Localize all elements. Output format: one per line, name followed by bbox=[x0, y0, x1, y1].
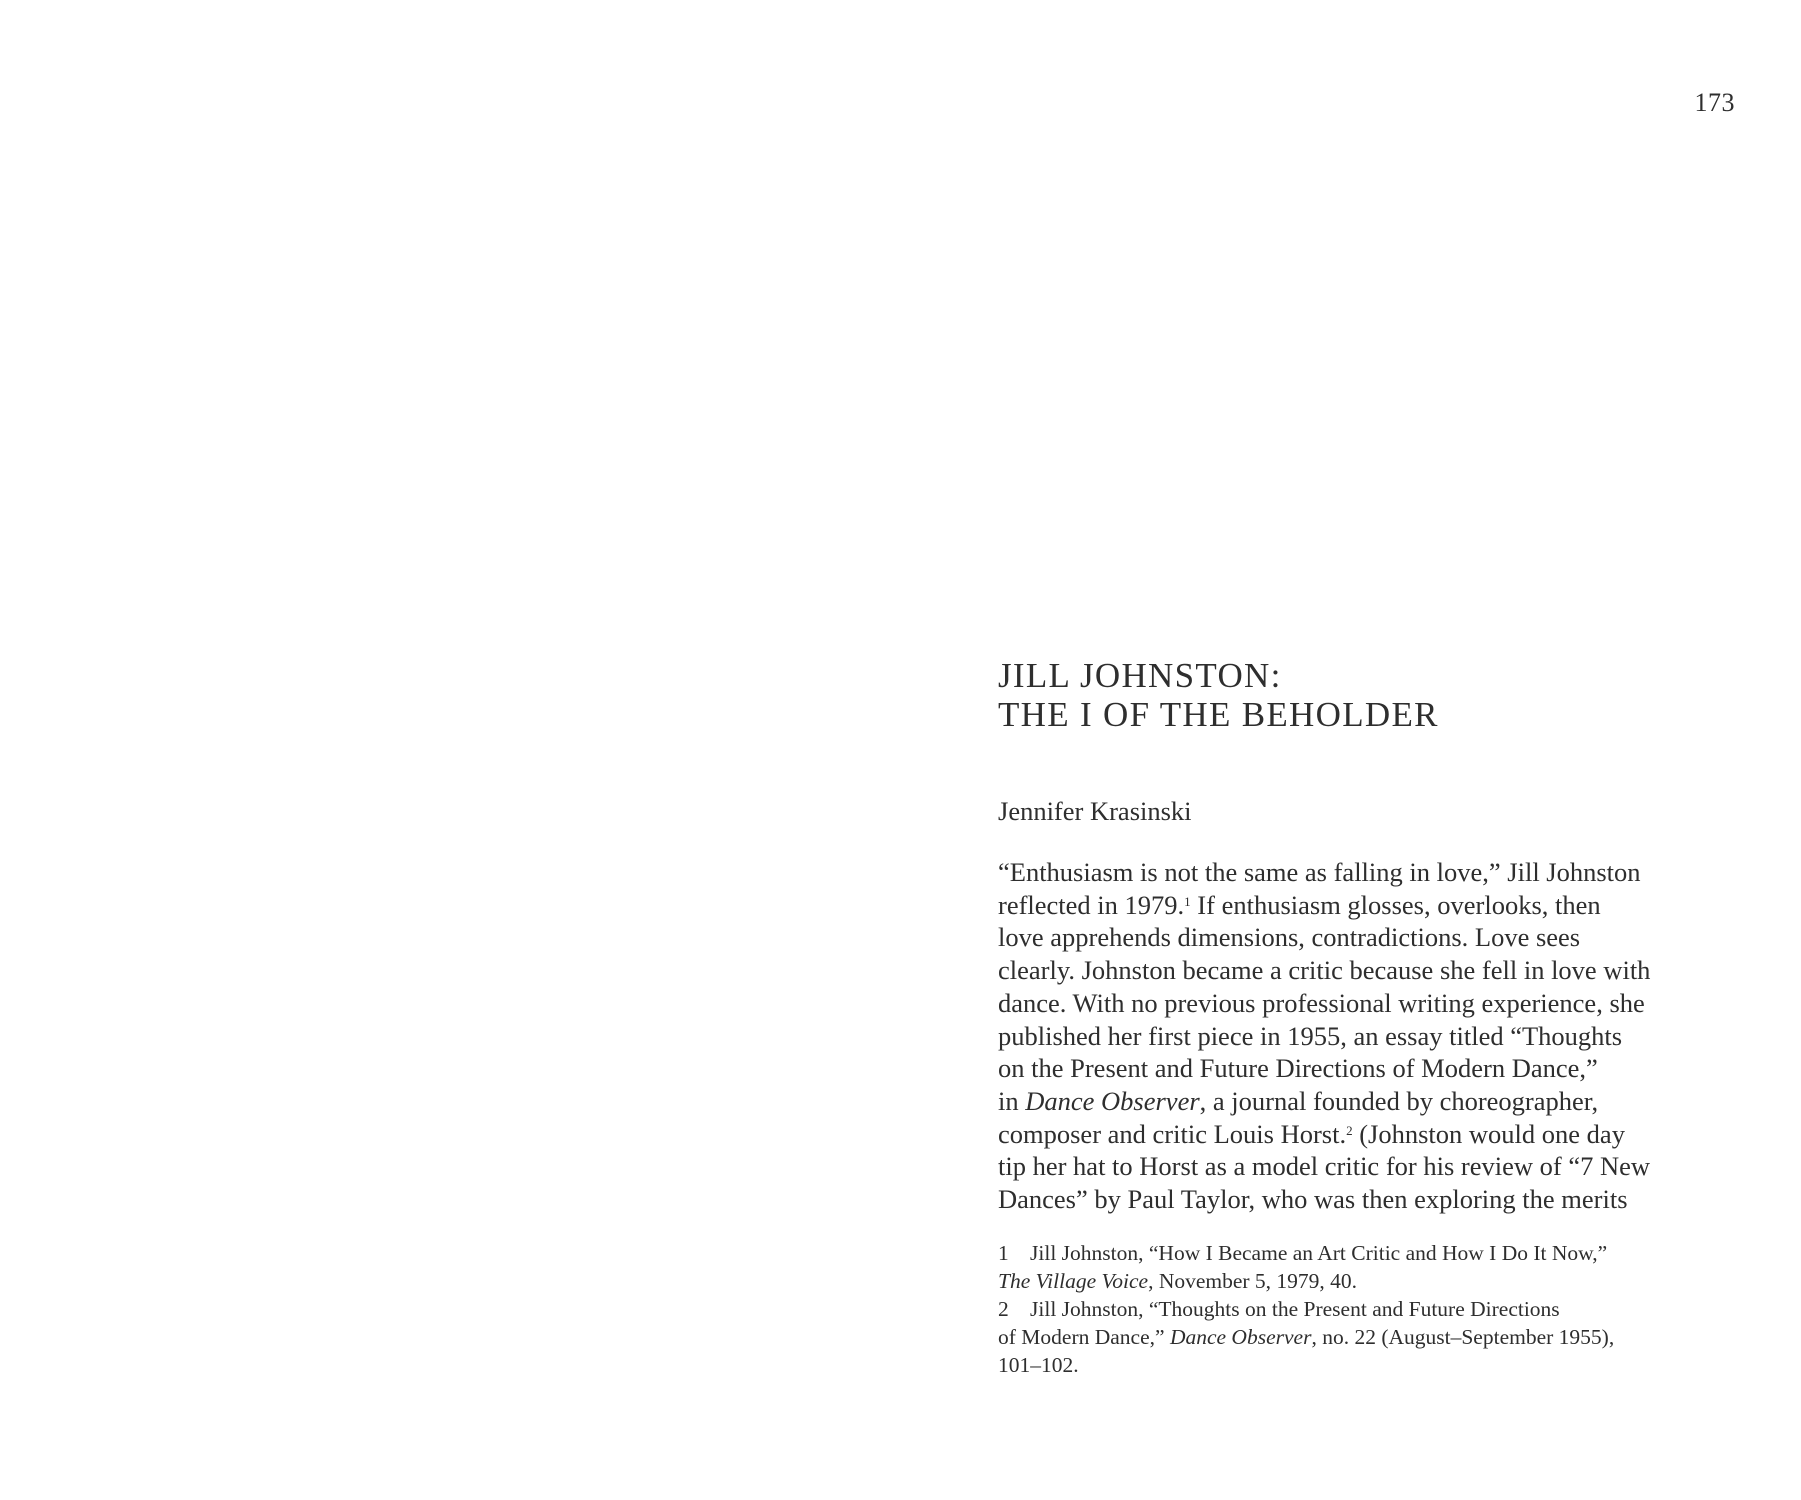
body-line: Dances” by Paul Taylor, who was then exploring the merits bbox=[998, 1184, 1628, 1215]
footnote-2-cont: 101–102. bbox=[998, 1352, 1079, 1377]
footnote-2-cont bbox=[998, 1323, 1738, 1351]
footnote-ref-1[interactable]: 1 bbox=[1184, 893, 1191, 909]
footnote-text: Jill Johnston, “How I Became an Art Critic and How I Do It Now,” bbox=[1030, 1240, 1608, 1265]
article-title bbox=[998, 656, 1738, 734]
body-text-segment: If enthusiasm glosses, overlooks, then bbox=[1190, 889, 1601, 920]
body-line: dance. With no previous professional writing experience, she bbox=[998, 987, 1645, 1018]
publication-title: Dance Observer bbox=[1025, 1085, 1200, 1116]
footnote-text: , no. 22 (August–September 1955), bbox=[1311, 1324, 1615, 1349]
body-text-segment: in bbox=[998, 1085, 1026, 1116]
footnote-1 bbox=[998, 1239, 1738, 1267]
footnote-1-cont bbox=[998, 1267, 1738, 1295]
footnote-number: 2 bbox=[998, 1296, 1009, 1321]
body-text-segment: (Johnston would one day bbox=[1352, 1118, 1625, 1149]
footnote-text: , November 5, 1979, 40. bbox=[1148, 1268, 1358, 1293]
body-line: published her first piece in 1955, an essay titled “Thoughts bbox=[998, 1020, 1623, 1051]
title-line-1: JILL JOHNSTON: bbox=[998, 656, 1282, 695]
body-line: “Enthusiasm is not the same as falling in love,” Jill Johnston bbox=[998, 857, 1641, 887]
body-line: on the Present and Future Directions of Modern Dance,” bbox=[998, 1053, 1598, 1084]
footnote-number: 1 bbox=[998, 1240, 1009, 1265]
body-paragraph bbox=[998, 856, 1738, 1216]
body-line bbox=[998, 1118, 1738, 1151]
article bbox=[998, 656, 1738, 1379]
footnote-2 bbox=[998, 1295, 1738, 1323]
body-text-segment: , a journal founded by choreographer, bbox=[1199, 1085, 1599, 1116]
publication-title: Dance Observer bbox=[1169, 1324, 1312, 1349]
footnote-text: Jill Johnston, “Thoughts on the Present and Future Directions bbox=[1030, 1296, 1560, 1321]
footnotes bbox=[998, 1239, 1738, 1379]
body-line bbox=[998, 889, 1738, 922]
body-line: tip her hat to Horst as a model critic for his review of “7 New bbox=[998, 1151, 1650, 1182]
body-text-segment: reflected in 1979. bbox=[998, 889, 1185, 920]
page-number: 173 bbox=[1694, 88, 1735, 117]
body-line: clearly. Johnston became a critic because she fell in love with bbox=[998, 955, 1651, 986]
footnote-ref-2[interactable]: 2 bbox=[1346, 1122, 1353, 1138]
body-line: love apprehends dimensions, contradictions. Love sees bbox=[998, 922, 1581, 953]
author-name: Jennifer Krasinski bbox=[998, 796, 1192, 826]
publication-title: The Village Voice bbox=[998, 1268, 1149, 1293]
footnote-text: of Modern Dance,” bbox=[998, 1324, 1170, 1349]
body-text-segment: composer and critic Louis Horst. bbox=[998, 1118, 1347, 1149]
title-line-2: THE I OF THE BEHOLDER bbox=[998, 695, 1439, 734]
body-line bbox=[998, 1085, 1738, 1118]
